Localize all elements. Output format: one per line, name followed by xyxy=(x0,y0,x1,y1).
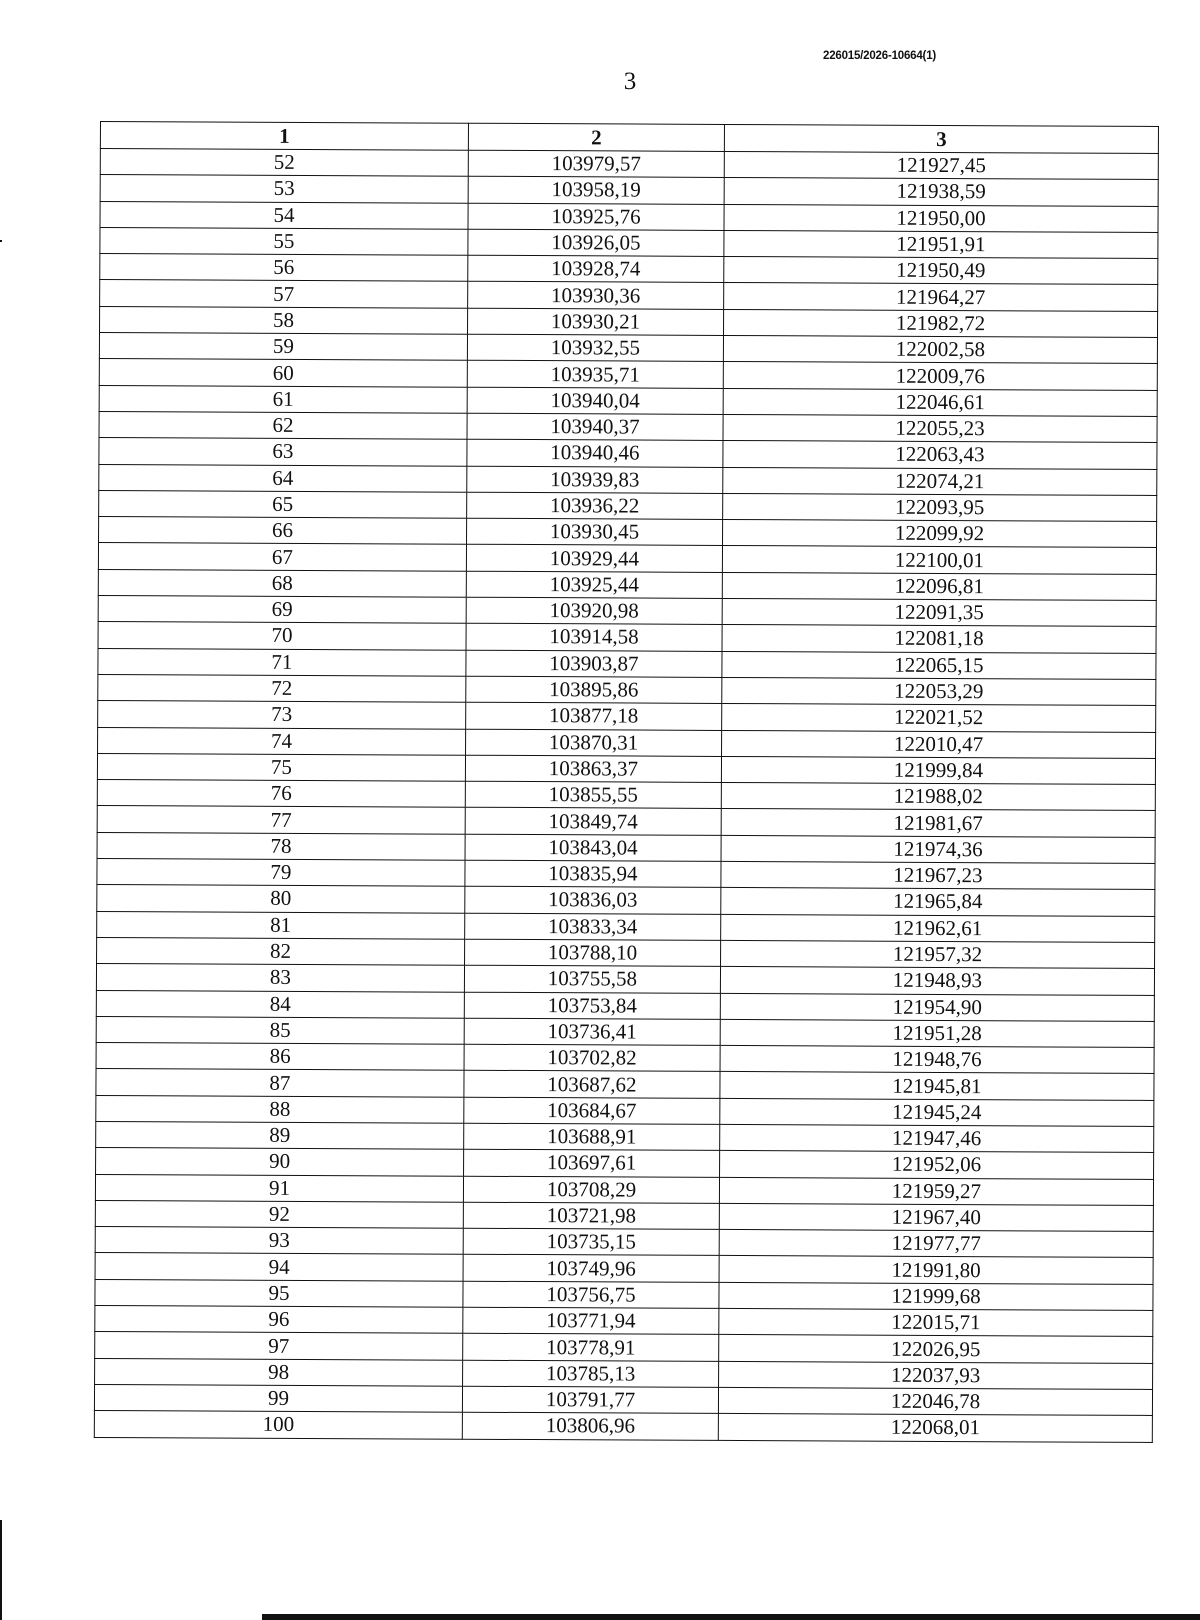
cell-point-number: 53 xyxy=(100,175,468,203)
cell-point-number: 60 xyxy=(99,359,467,387)
cell-x-coordinate: 103687,62 xyxy=(464,1071,720,1099)
cell-point-number: 65 xyxy=(99,490,467,518)
cell-x-coordinate: 103708,29 xyxy=(463,1176,719,1204)
document-number: 226015/2026-10664(1) xyxy=(823,50,937,62)
cell-point-number: 68 xyxy=(98,569,466,597)
cell-point-number: 97 xyxy=(95,1332,463,1360)
cell-point-number: 99 xyxy=(94,1384,462,1412)
cell-x-coordinate: 103939,83 xyxy=(467,466,723,494)
cell-point-number: 61 xyxy=(99,385,467,413)
cell-point-number: 62 xyxy=(99,411,467,439)
cell-y-coordinate: 122091,35 xyxy=(722,598,1156,626)
cell-x-coordinate: 103785,13 xyxy=(463,1360,719,1388)
cell-y-coordinate: 121988,02 xyxy=(721,783,1155,811)
cell-x-coordinate: 103940,46 xyxy=(467,439,723,467)
cell-x-coordinate: 103979,57 xyxy=(468,150,724,178)
cell-y-coordinate: 121957,32 xyxy=(721,940,1155,968)
cell-y-coordinate: 121965,84 xyxy=(721,888,1155,916)
cell-point-number: 70 xyxy=(98,622,466,650)
cell-y-coordinate: 121950,49 xyxy=(724,257,1158,285)
cell-y-coordinate: 121952,06 xyxy=(720,1151,1154,1179)
cell-y-coordinate: 122099,92 xyxy=(723,520,1157,548)
cell-point-number: 56 xyxy=(100,254,468,282)
cell-point-number: 82 xyxy=(97,937,465,965)
cell-point-number: 96 xyxy=(95,1306,463,1334)
cell-x-coordinate: 103749,96 xyxy=(463,1255,719,1283)
cell-point-number: 81 xyxy=(97,911,465,939)
cell-point-number: 74 xyxy=(98,727,466,755)
cell-x-coordinate: 103935,71 xyxy=(467,361,723,389)
cell-point-number: 69 xyxy=(98,596,466,624)
cell-y-coordinate: 121977,77 xyxy=(719,1230,1153,1258)
cell-y-coordinate: 121948,76 xyxy=(720,1046,1154,1074)
cell-point-number: 86 xyxy=(96,1043,464,1071)
cell-x-coordinate: 103688,91 xyxy=(464,1123,720,1151)
cell-y-coordinate: 122037,93 xyxy=(719,1361,1153,1389)
cell-y-coordinate: 122068,01 xyxy=(718,1414,1152,1442)
cell-y-coordinate: 122096,81 xyxy=(722,572,1156,600)
cell-point-number: 52 xyxy=(100,149,468,177)
cell-point-number: 88 xyxy=(96,1095,464,1123)
cell-y-coordinate: 122053,29 xyxy=(722,677,1156,705)
cell-point-number: 91 xyxy=(95,1174,463,1202)
cell-x-coordinate: 103895,86 xyxy=(466,676,722,704)
cell-x-coordinate: 103836,03 xyxy=(465,887,721,915)
cell-point-number: 79 xyxy=(97,859,465,887)
cell-point-number: 90 xyxy=(96,1148,464,1176)
cell-y-coordinate: 122081,18 xyxy=(722,625,1156,653)
cell-y-coordinate: 122046,78 xyxy=(718,1387,1152,1415)
cell-x-coordinate: 103920,98 xyxy=(466,597,722,625)
coordinates-table xyxy=(94,121,1159,1443)
cell-point-number: 54 xyxy=(100,201,468,229)
cell-point-number: 57 xyxy=(100,280,468,308)
cell-point-number: 83 xyxy=(96,964,464,992)
cell-x-coordinate: 103735,15 xyxy=(463,1228,719,1256)
cell-y-coordinate: 121938,59 xyxy=(724,178,1158,206)
cell-point-number: 80 xyxy=(97,885,465,913)
cell-x-coordinate: 103877,18 xyxy=(466,702,722,730)
cell-y-coordinate: 122065,15 xyxy=(722,651,1156,679)
cell-x-coordinate: 103791,77 xyxy=(462,1386,718,1414)
cell-point-number: 58 xyxy=(100,306,468,334)
cell-point-number: 84 xyxy=(96,990,464,1018)
cell-point-number: 92 xyxy=(95,1200,463,1228)
cell-y-coordinate: 121991,80 xyxy=(719,1256,1153,1284)
scan-edge-mark-top xyxy=(0,240,2,242)
cell-point-number: 64 xyxy=(99,464,467,492)
cell-x-coordinate: 103958,19 xyxy=(468,177,724,205)
cell-point-number: 94 xyxy=(95,1253,463,1281)
cell-x-coordinate: 103903,87 xyxy=(466,650,722,678)
cell-y-coordinate: 121951,28 xyxy=(720,1019,1154,1047)
cell-point-number: 98 xyxy=(95,1358,463,1386)
cell-x-coordinate: 103684,67 xyxy=(464,1097,720,1125)
cell-y-coordinate: 122010,47 xyxy=(722,730,1156,758)
cell-x-coordinate: 103940,37 xyxy=(467,413,723,441)
cell-point-number: 59 xyxy=(99,333,467,361)
cell-x-coordinate: 103863,37 xyxy=(465,755,721,783)
page-number: 3 xyxy=(623,68,637,95)
scan-edge-mark-bottom xyxy=(0,1520,2,1620)
cell-x-coordinate: 103835,94 xyxy=(465,860,721,888)
cell-y-coordinate: 122100,01 xyxy=(722,546,1156,574)
cell-point-number: 93 xyxy=(95,1227,463,1255)
scan-bottom-rule xyxy=(262,1614,1200,1620)
cell-y-coordinate: 121948,93 xyxy=(720,967,1154,995)
cell-y-coordinate: 121927,45 xyxy=(724,151,1158,179)
cell-x-coordinate: 103925,44 xyxy=(466,571,722,599)
cell-x-coordinate: 103755,58 xyxy=(464,965,720,993)
cell-x-coordinate: 103806,96 xyxy=(462,1412,718,1440)
cell-point-number: 76 xyxy=(97,780,465,808)
cell-x-coordinate: 103929,44 xyxy=(466,545,722,573)
cell-point-number: 72 xyxy=(98,674,466,702)
cell-x-coordinate: 103771,94 xyxy=(463,1307,719,1335)
cell-x-coordinate: 103843,04 xyxy=(465,834,721,862)
cell-y-coordinate: 121950,00 xyxy=(724,204,1158,232)
cell-x-coordinate: 103721,98 xyxy=(463,1202,719,1230)
cell-x-coordinate: 103697,61 xyxy=(464,1150,720,1178)
table-row xyxy=(94,1411,1152,1442)
cell-x-coordinate: 103870,31 xyxy=(466,729,722,757)
cell-point-number: 100 xyxy=(94,1411,462,1439)
cell-point-number: 85 xyxy=(96,1016,464,1044)
cell-y-coordinate: 121967,23 xyxy=(721,861,1155,889)
column-header-x: 2 xyxy=(468,123,724,151)
cell-x-coordinate: 103778,91 xyxy=(463,1334,719,1362)
cell-y-coordinate: 122015,71 xyxy=(719,1308,1153,1336)
cell-point-number: 55 xyxy=(100,227,468,255)
cell-x-coordinate: 103753,84 xyxy=(464,992,720,1020)
cell-x-coordinate: 103940,04 xyxy=(467,387,723,415)
cell-x-coordinate: 103932,55 xyxy=(467,334,723,362)
cell-y-coordinate: 122055,23 xyxy=(723,414,1157,442)
cell-y-coordinate: 122026,95 xyxy=(719,1335,1153,1363)
cell-y-coordinate: 121982,72 xyxy=(723,309,1157,337)
cell-x-coordinate: 103936,22 xyxy=(467,492,723,520)
cell-point-number: 95 xyxy=(95,1279,463,1307)
cell-y-coordinate: 122009,76 xyxy=(723,362,1157,390)
cell-point-number: 75 xyxy=(97,753,465,781)
cell-y-coordinate: 121947,46 xyxy=(720,1124,1154,1152)
cell-point-number: 78 xyxy=(97,832,465,860)
cell-x-coordinate: 103736,41 xyxy=(464,1018,720,1046)
cell-y-coordinate: 121954,90 xyxy=(720,993,1154,1021)
cell-y-coordinate: 121981,67 xyxy=(721,809,1155,837)
cell-x-coordinate: 103926,05 xyxy=(468,229,724,257)
cell-y-coordinate: 121945,24 xyxy=(720,1098,1154,1126)
cell-y-coordinate: 121999,84 xyxy=(721,756,1155,784)
cell-point-number: 71 xyxy=(98,648,466,676)
cell-x-coordinate: 103930,45 xyxy=(467,518,723,546)
cell-x-coordinate: 103925,76 xyxy=(468,203,724,231)
column-header-point-number: 1 xyxy=(100,122,468,151)
cell-y-coordinate: 122021,52 xyxy=(722,704,1156,732)
cell-x-coordinate: 103788,10 xyxy=(465,939,721,967)
cell-y-coordinate: 122063,43 xyxy=(723,441,1157,469)
cell-x-coordinate: 103855,55 xyxy=(465,781,721,809)
cell-x-coordinate: 103756,75 xyxy=(463,1281,719,1309)
cell-y-coordinate: 121964,27 xyxy=(724,283,1158,311)
cell-x-coordinate: 103833,34 xyxy=(465,913,721,941)
cell-x-coordinate: 103702,82 xyxy=(464,1044,720,1072)
cell-point-number: 67 xyxy=(98,543,466,571)
cell-y-coordinate: 121974,36 xyxy=(721,835,1155,863)
cell-x-coordinate: 103928,74 xyxy=(468,255,724,283)
table-body xyxy=(94,149,1158,1443)
cell-x-coordinate: 103930,36 xyxy=(468,282,724,310)
cell-x-coordinate: 103930,21 xyxy=(467,308,723,336)
cell-point-number: 87 xyxy=(96,1069,464,1097)
cell-y-coordinate: 121945,81 xyxy=(720,1072,1154,1100)
cell-y-coordinate: 122074,21 xyxy=(723,467,1157,495)
cell-y-coordinate: 122093,95 xyxy=(723,493,1157,521)
cell-point-number: 73 xyxy=(98,701,466,729)
cell-y-coordinate: 121962,61 xyxy=(721,914,1155,942)
cell-y-coordinate: 121959,27 xyxy=(719,1177,1153,1205)
cell-y-coordinate: 122002,58 xyxy=(723,336,1157,364)
cell-point-number: 77 xyxy=(97,806,465,834)
cell-y-coordinate: 122046,61 xyxy=(723,388,1157,416)
cell-point-number: 66 xyxy=(99,517,467,545)
cell-point-number: 63 xyxy=(99,438,467,466)
cell-y-coordinate: 121951,91 xyxy=(724,230,1158,258)
cell-y-coordinate: 121967,40 xyxy=(719,1203,1153,1231)
cell-x-coordinate: 103914,58 xyxy=(466,624,722,652)
cell-y-coordinate: 121999,68 xyxy=(719,1282,1153,1310)
cell-x-coordinate: 103849,74 xyxy=(465,808,721,836)
column-header-y: 3 xyxy=(724,124,1158,153)
cell-point-number: 89 xyxy=(96,1121,464,1149)
